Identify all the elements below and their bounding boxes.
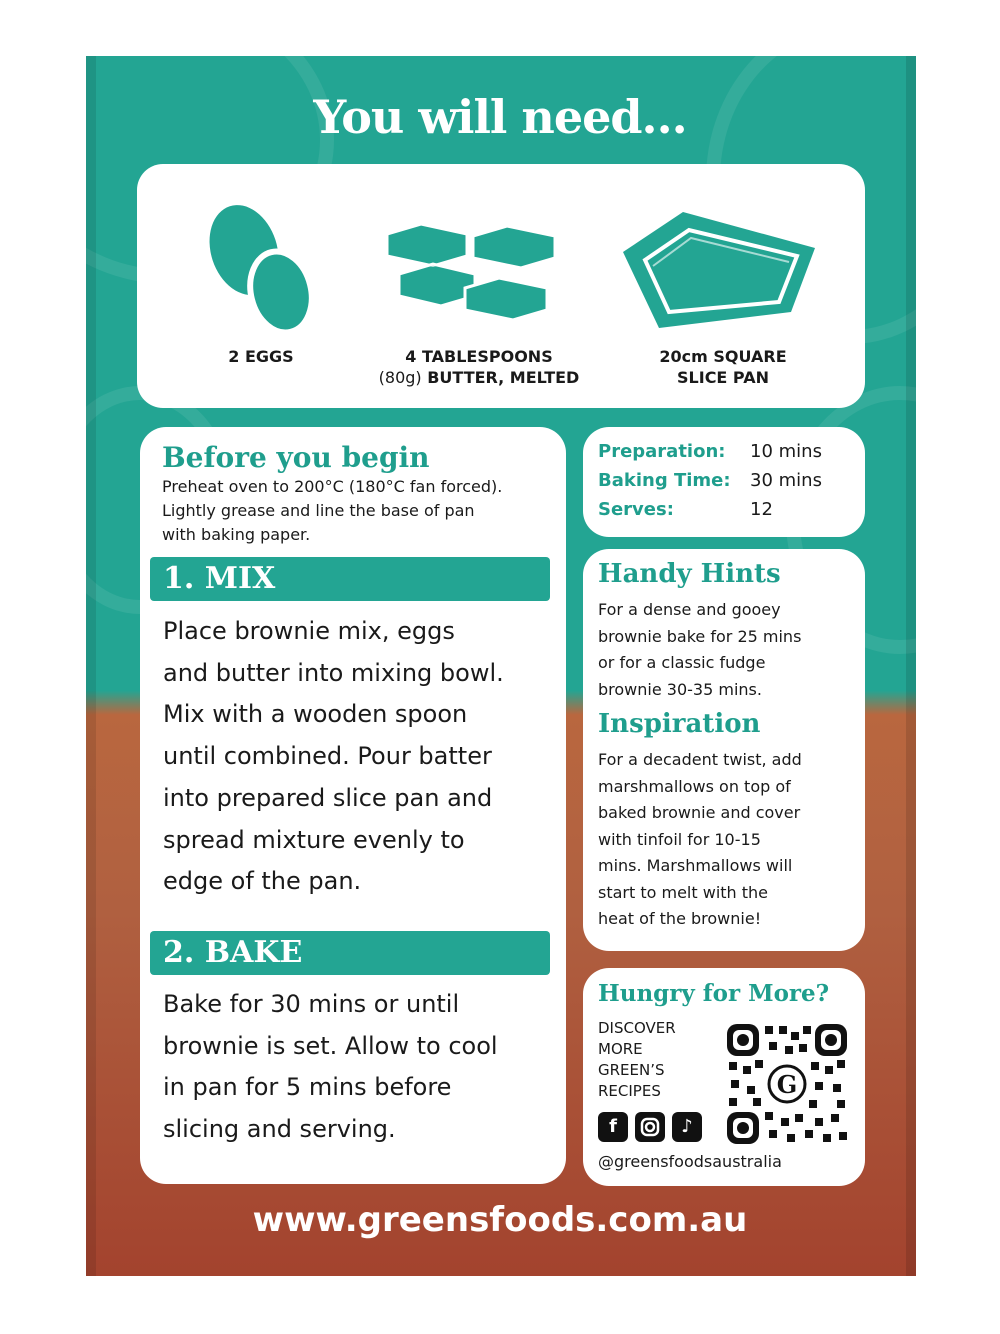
box-edge-left — [86, 56, 96, 1276]
text-line: edge of the pan. — [163, 867, 362, 896]
social-handle[interactable]: @greensfoodsaustralia — [598, 1152, 782, 1171]
text-line: start to melt with the — [598, 882, 769, 902]
before-you-begin-text — [162, 475, 562, 547]
qr-logo-letter: G — [776, 1070, 798, 1099]
text-line: MORE — [598, 1040, 643, 1058]
handy-hints-text — [598, 597, 860, 703]
ingredients-card — [137, 164, 865, 408]
need-label-line2: SLICE PAN — [677, 368, 769, 387]
need-label-line1: 2 EGGS — [228, 347, 294, 366]
text-line: into prepared slice pan and — [163, 783, 493, 812]
text-line: spread mixture evenly to — [163, 825, 465, 854]
text-line: For a dense and gooey — [598, 600, 781, 619]
need-item-pan — [603, 164, 843, 408]
text-line: with tinfoil for 10-15 — [598, 829, 761, 849]
text-line: GREEN’S — [598, 1061, 665, 1079]
text-line: Mix with a wooden spoon — [163, 700, 468, 729]
method-card — [140, 427, 566, 1184]
need-label — [141, 346, 381, 367]
text-line: marshmallows on top of — [598, 776, 791, 796]
prep-info-card — [583, 427, 865, 537]
text-line: in pan for 5 mins before — [163, 1073, 452, 1102]
text-line: RECIPES — [598, 1082, 661, 1100]
discover-recipes-text — [598, 1018, 718, 1102]
text-line: baked brownie and cover — [598, 803, 801, 822]
text-line: brownie 30-35 mins. — [598, 679, 762, 699]
text-line: DISCOVER — [598, 1019, 676, 1037]
text-line: and butter into mixing bowl. — [163, 658, 504, 687]
hungry-for-more-card — [583, 968, 865, 1186]
prep-value: 10 mins — [750, 441, 822, 462]
butter-icon — [359, 184, 599, 354]
text-line: For a decadent twist, add — [598, 750, 802, 769]
instagram-icon[interactable] — [635, 1112, 665, 1142]
need-label-weight: (80g) — [378, 368, 422, 387]
step-mix-title: 1. MIX — [150, 557, 550, 601]
step-bake-title: 2. BAKE — [150, 931, 550, 975]
need-label — [603, 346, 843, 388]
before-you-begin-title: Before you begin — [162, 441, 430, 474]
text-line: Place brownie mix, eggs — [163, 617, 455, 645]
need-label-line2: BUTTER, MELTED — [421, 368, 580, 387]
facebook-icon[interactable]: f — [598, 1112, 628, 1142]
text-line: or for a classic fudge — [598, 653, 766, 672]
you-will-need-heading: You will need... — [313, 90, 687, 144]
tiktok-icon[interactable]: ♪ — [672, 1112, 702, 1142]
text-line: until combined. Pour batter — [163, 742, 492, 771]
text-line: heat of the brownie! — [598, 909, 762, 928]
text-line: Preheat oven to 200°C (180°C fan forced). — [162, 477, 503, 496]
text-line: brownie is set. Allow to cool — [163, 1031, 498, 1060]
text-line: with baking paper. — [162, 525, 311, 544]
text-line: mins. Marshmallows will — [598, 856, 793, 875]
step-bake-text — [163, 984, 563, 1151]
text-line: slicing and serving. — [163, 1115, 396, 1144]
inspiration-title: Inspiration — [598, 709, 761, 739]
prep-key: Baking Time: — [598, 470, 731, 491]
need-label-line1: 4 TABLESPOONS — [405, 347, 553, 366]
need-label — [359, 346, 599, 388]
need-label-line1: 20cm SQUARE — [659, 347, 787, 366]
hungry-title: Hungry for More? — [598, 980, 830, 1007]
slice-pan-icon — [603, 184, 843, 354]
need-item-butter — [359, 164, 599, 408]
prep-key: Preparation: — [598, 441, 726, 462]
need-item-eggs — [141, 164, 381, 408]
prep-value: 30 mins — [750, 470, 822, 491]
inspiration-text — [598, 747, 860, 933]
website-url[interactable]: www.greensfoods.com.au — [252, 1200, 748, 1240]
eggs-icon — [141, 184, 381, 354]
text-line: brownie bake for 25 mins — [598, 626, 802, 646]
text-line: Lightly grease and line the base of pan — [162, 501, 475, 520]
prep-value: 12 — [750, 499, 773, 520]
qr-code[interactable] — [725, 1022, 849, 1146]
text-line: Bake for 30 mins or until — [163, 990, 460, 1018]
hints-card — [583, 549, 865, 951]
box-edge-right — [906, 56, 916, 1276]
step-mix-text — [163, 611, 563, 903]
prep-key: Serves: — [598, 499, 674, 520]
handy-hints-title: Handy Hints — [598, 559, 781, 589]
